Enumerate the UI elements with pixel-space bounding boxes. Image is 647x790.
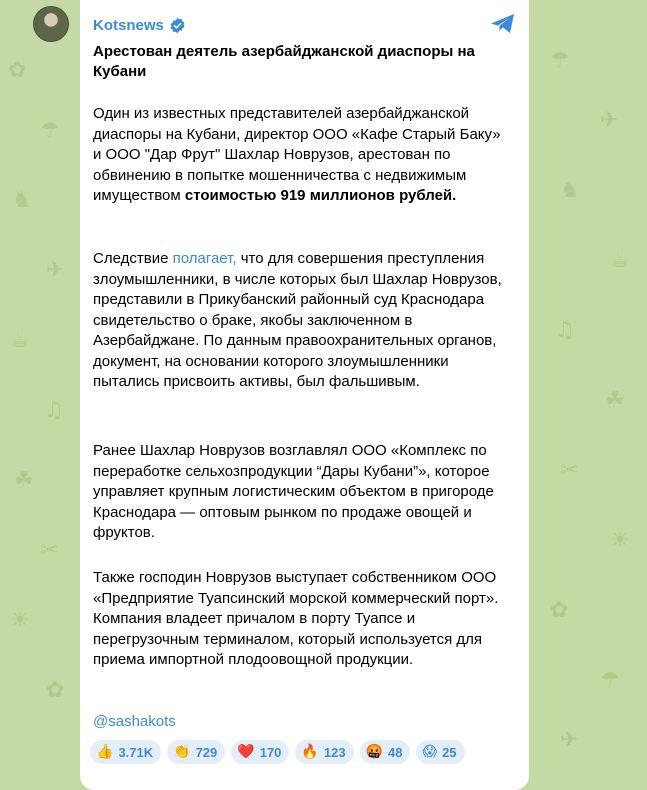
thumbs-up-icon: 👍 [96,744,114,760]
channel-avatar[interactable] [33,6,69,42]
fire-icon: 🔥 [301,744,319,760]
paragraph-1-bold: стоимостью 919 миллионов рублей. [184,187,457,204]
reaction-count: 25 [442,744,457,760]
post-paragraph-3: Ранее Шахлар Новрузов возглавлял ООО «Комплекс по переработке сельхозпродукции “Дары Кубани”», которое управляет крупным логистическим объектом в пригороде Краснодара — оптовым рынком по продаже овощей и фруктов. [93,442,494,541]
chat-wallpaper: ✿ ☂ ♞ ✈ ☕ ♫ ☘ ✂ ☀ ✿ ☂ ✈ ♞ ☕ ♫ ☘ ✂ ☀ ✿ ☂ ✈ [8,48,630,753]
reaction-thumbs-up[interactable] [90,740,161,764]
message-bubble [80,0,529,790]
clap-icon: 👏 [173,744,191,760]
verified-icon [169,17,186,34]
share-icon[interactable] [489,12,517,36]
source-link[interactable]: полагает, [172,250,237,267]
signature-link[interactable]: @sashakots [93,713,176,730]
reaction-heart[interactable] [231,740,289,764]
reaction-scream[interactable] [416,740,464,764]
paragraph-1-text: Один из известных представителей азербайджанской диаспоры на Кубани, директор ООО «Кафе Старый Баку» и ООО "Дар Фрут" Шахлар Новрузов, арестован по обвинению в попытке мошенничества с недвижимым имуществом [93,105,501,204]
post-paragraph-2 [93,249,513,393]
reaction-angry[interactable] [360,740,411,764]
heart-icon: ❤️ [237,744,255,760]
paragraph-2-start: Следствие [93,250,169,267]
angry-face-icon: 🤬 [365,744,383,760]
reaction-fire[interactable] [295,740,353,764]
post-paragraph-4: Также господин Новрузов выступает собственником ООО «Предприятие Туапсинский морской коммерческий порт». Компания владеет причалом в порту Туапсе и перегрузочным терминалом, который используется для приема импортной плодоовощной продукции. [93,569,499,668]
post-signature [93,712,513,733]
reaction-count: 170 [259,744,282,760]
reaction-clap[interactable] [167,740,225,764]
reaction-count: 729 [195,744,218,760]
channel-name[interactable]: Kotsnews [93,16,164,34]
post-title: Арестован деятель азербайджанской диаспоры на Кубани [93,43,475,80]
reaction-count: 3.71K [118,744,154,760]
scream-face-icon: 😱 [422,744,438,760]
paragraph-2-text: что для совершения преступления злоумышленники, в числе которых был Шахлар Новрузов, представили в Прикубанский районный суд Краснодара свидетельство о браке, якобы заключенном в Азербайджане. По данным правоохранительных органов, документ, на основании которого злоумышленники пытались присвоить активы, был фальшивым. [93,250,502,390]
reaction-count: 123 [323,744,346,760]
reaction-count: 48 [388,744,403,760]
reactions-bar [90,740,465,764]
post-paragraph-1 [93,104,513,207]
channel-header [93,14,186,36]
